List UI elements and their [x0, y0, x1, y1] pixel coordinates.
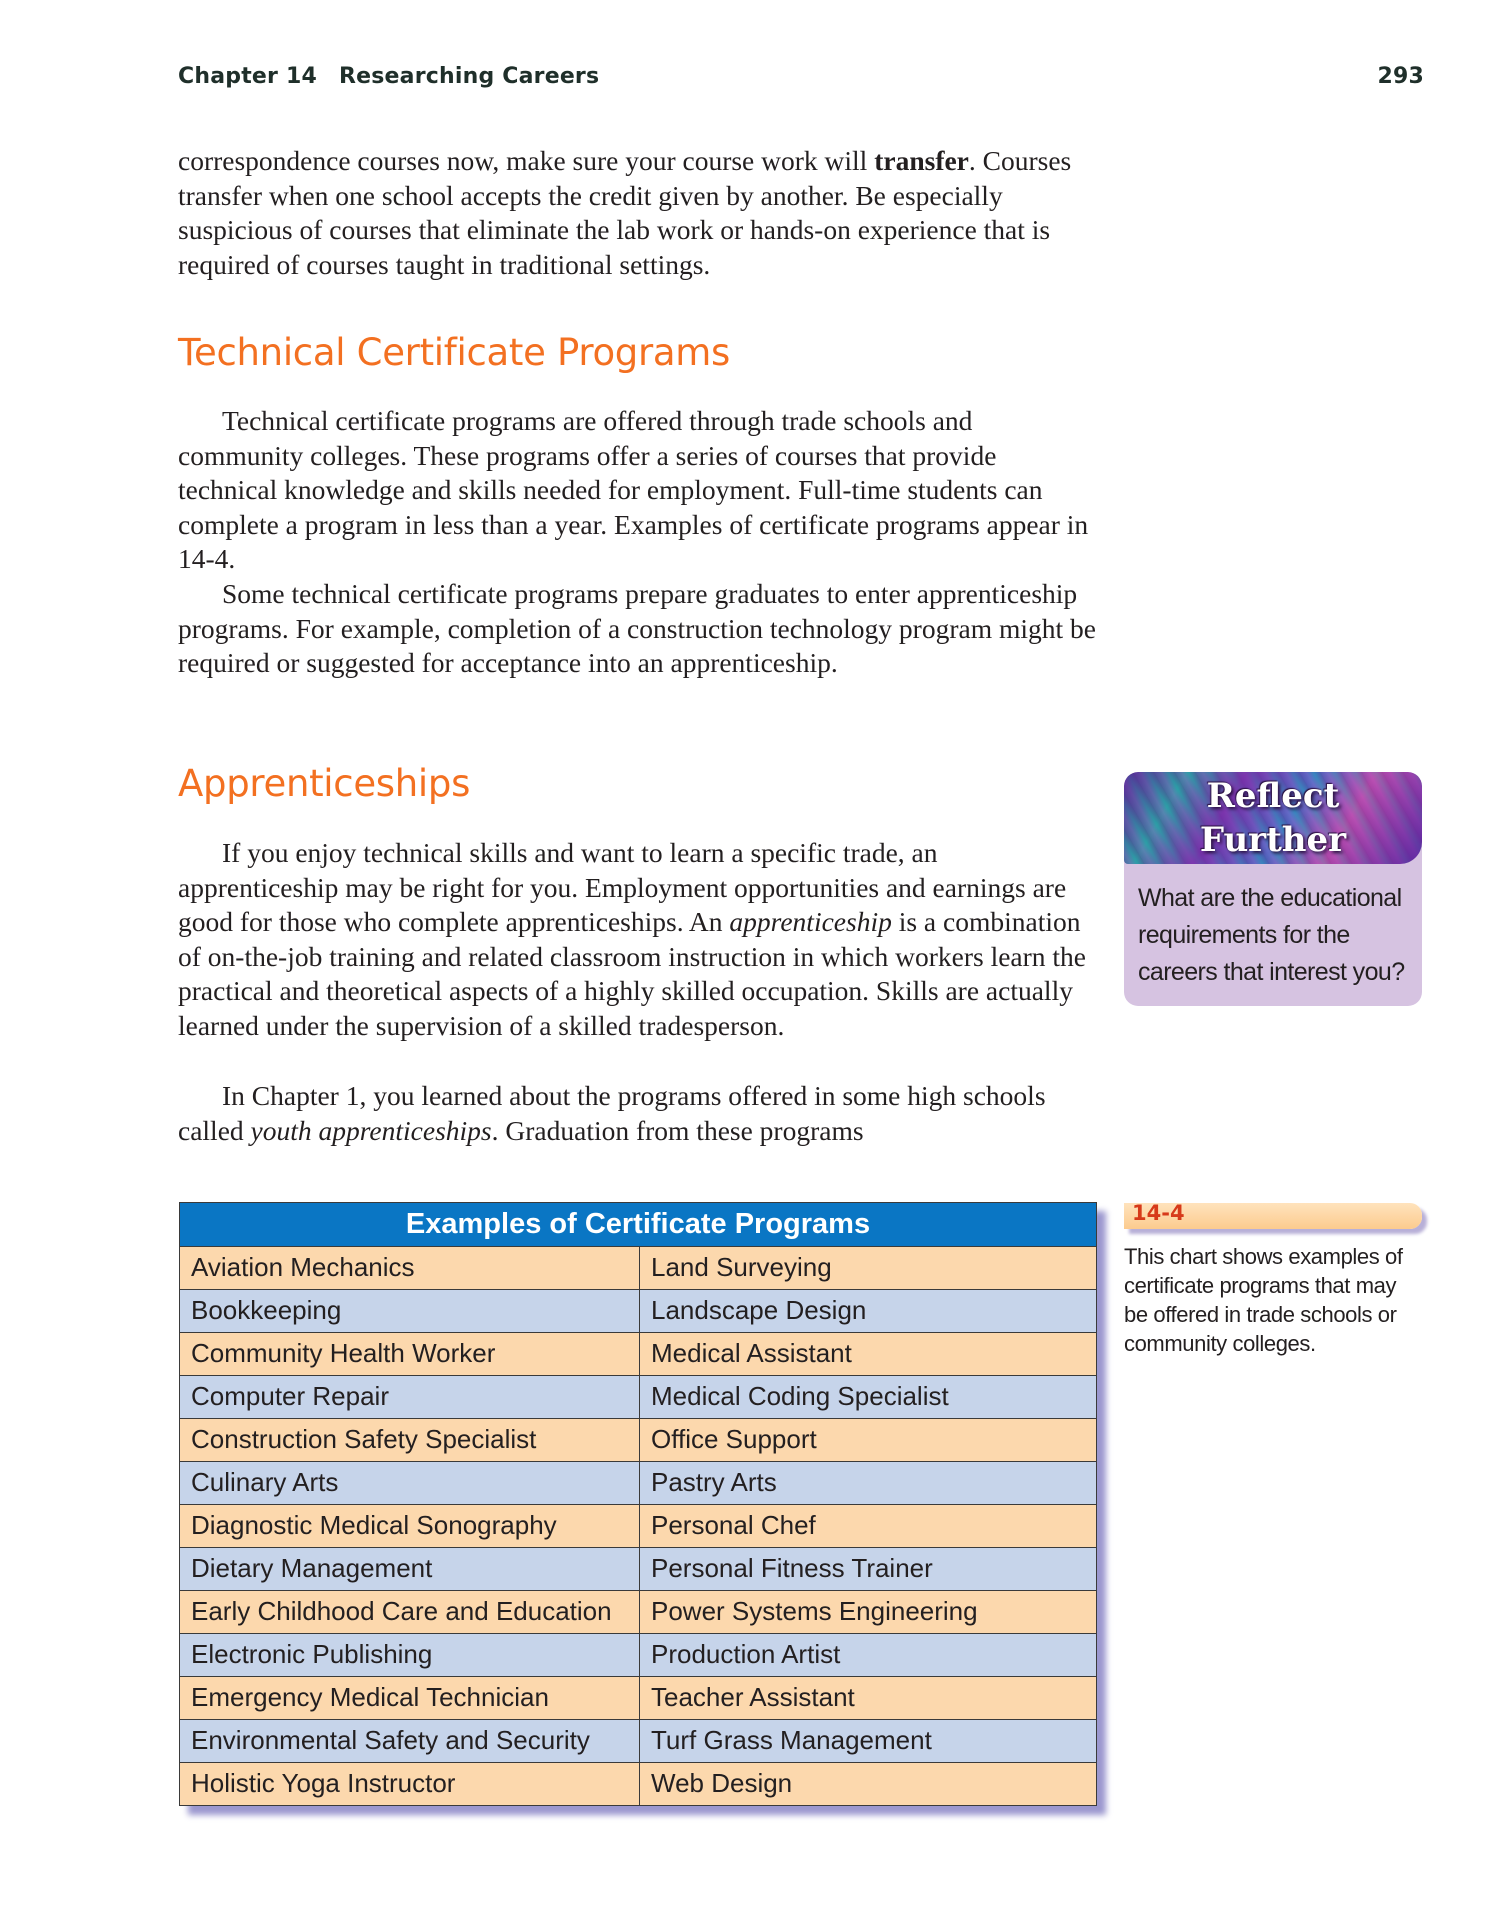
table-row [180, 1677, 1097, 1720]
table-row [180, 1419, 1097, 1462]
table-row [180, 1720, 1097, 1763]
section-heading-technical: Technical Certificate Programs [178, 331, 730, 374]
table-row [180, 1548, 1097, 1591]
chapter-number: Chapter 14 [178, 64, 317, 89]
table-cell: Web Design [640, 1763, 1097, 1806]
section-heading-apprenticeships: Apprenticeships [178, 762, 471, 805]
reflect-further-box [1124, 772, 1422, 1006]
page-number: 293 [1377, 64, 1424, 89]
technical-paragraph-1: Technical certificate programs are offered through trade schools and community colleges. These programs offer a series of courses that provide technical knowledge and skills needed for employment. Full-time students can complete a program in less than a year. Examples of certificate programs appear in 14-4. [178, 405, 1089, 575]
figure-caption: This chart shows examples of certificate programs that may be offered in trade schools or community colleges. [1124, 1244, 1403, 1356]
table-row [180, 1505, 1097, 1548]
table-cell: Environmental Safety and Security [180, 1720, 640, 1763]
table-row [180, 1247, 1097, 1290]
table-cell: Personal Chef [640, 1505, 1097, 1548]
table-body [180, 1247, 1097, 1806]
table-cell: Culinary Arts [180, 1462, 640, 1505]
technical-paragraph-2: Some technical certificate programs prepare graduates to enter apprenticeship programs. For example, completion of a construction technology program might be required or suggested for acceptance into an apprenticeship. [178, 578, 1096, 679]
apprenticeship-p1-end: is a combination of on-the-job training and related classroom instruction in which workers learn the practical and theoretical aspects of a highly skilled occupation. Skills are actually learned under the supervision of a skilled tradesperson. [178, 906, 1086, 1041]
key-term-transfer: transfer [874, 145, 969, 176]
running-head [178, 64, 1424, 96]
table-cell: Medical Assistant [640, 1333, 1097, 1376]
table-row [180, 1763, 1097, 1806]
figure-label: 14-4 [1132, 1201, 1185, 1225]
apprenticeship-paragraph-1 [178, 836, 1098, 1044]
apprenticeship-p2-start: In Chapter 1, you learned about the programs offered in some high schools called [178, 1080, 1046, 1146]
certificate-programs-table [179, 1202, 1097, 1806]
table-cell: Office Support [640, 1419, 1097, 1462]
table-cell: Computer Repair [180, 1376, 640, 1419]
table-cell: Personal Fitness Trainer [640, 1548, 1097, 1591]
table-row [180, 1376, 1097, 1419]
table-cell: Emergency Medical Technician [180, 1677, 640, 1720]
reflect-title-line1: Reflect [1206, 776, 1340, 816]
table-cell: Power Systems Engineering [640, 1591, 1097, 1634]
table-cell: Community Health Worker [180, 1333, 640, 1376]
table-cell: Turf Grass Management [640, 1720, 1097, 1763]
table-cell: Teacher Assistant [640, 1677, 1097, 1720]
table-row [180, 1333, 1097, 1376]
reflect-title-line2: Further [1199, 820, 1347, 860]
intro-text-end: . Courses transfer when one school accepts the credit given by another. Be especially suspicious of courses that eliminate the lab work or hands-on experience that is required of courses taught in traditional settings. [178, 145, 1072, 280]
key-term-youth-apprenticeships: youth apprenticeships [250, 1114, 492, 1146]
table-cell: Electronic Publishing [180, 1634, 640, 1677]
table-row [180, 1290, 1097, 1333]
table-row [180, 1591, 1097, 1634]
table-row [180, 1634, 1097, 1677]
apprenticeship-paragraph-2 [178, 1079, 1098, 1148]
apprenticeship-p2-end: . Graduation from these programs [491, 1114, 864, 1146]
table-cell: Construction Safety Specialist [180, 1419, 640, 1462]
table-row [180, 1462, 1097, 1505]
intro-paragraph [178, 144, 1098, 282]
reflect-question: What are the educational requirements for the careers that interest you? [1138, 884, 1405, 986]
intro-text-start: correspondence courses now, make sure your course work will [178, 145, 875, 176]
table-title: Examples of Certificate Programs [180, 1203, 1097, 1247]
table-cell: Landscape Design [640, 1290, 1097, 1333]
table-cell: Dietary Management [180, 1548, 640, 1591]
table-cell: Early Childhood Care and Education [180, 1591, 640, 1634]
table-cell: Pastry Arts [640, 1462, 1097, 1505]
chapter-title: Researching Careers [338, 64, 600, 89]
table-cell: Aviation Mechanics [180, 1247, 640, 1290]
table-cell: Medical Coding Specialist [640, 1376, 1097, 1419]
figure-label-bar [1124, 1203, 1422, 1229]
table-cell: Diagnostic Medical Sonography [180, 1505, 640, 1548]
key-term-apprenticeship: apprenticeship [729, 906, 892, 938]
table-cell: Production Artist [640, 1634, 1097, 1677]
apprenticeship-p1-start: If you enjoy technical skills and want to learn a specific trade, an apprenticeship may be right for you. Employment opportunities and earnings are good for those who complete apprenticeships. An [178, 837, 1067, 938]
table-cell: Bookkeeping [180, 1290, 640, 1333]
table-cell: Holistic Yoga Instructor [180, 1763, 640, 1806]
table-cell: Land Surveying [640, 1247, 1097, 1290]
